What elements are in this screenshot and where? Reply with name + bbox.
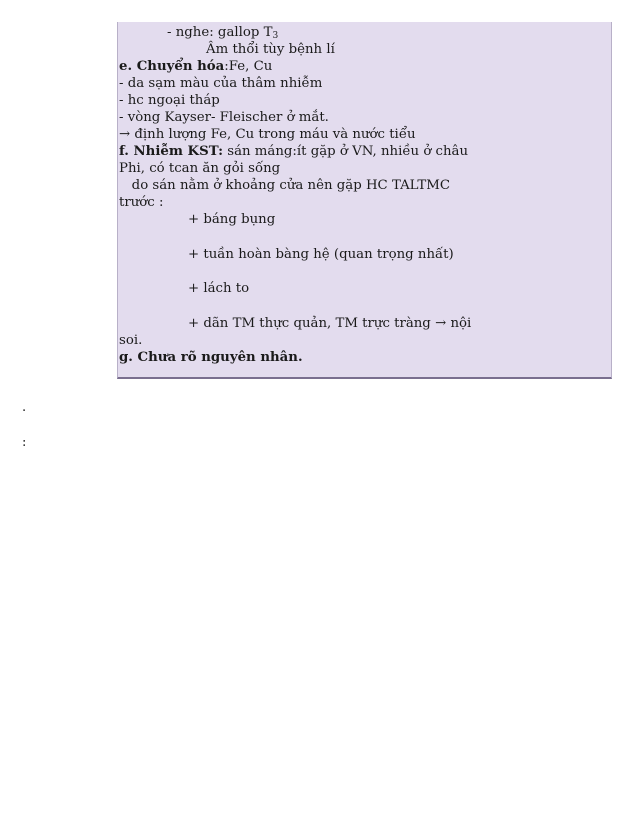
stray-colon: :	[22, 435, 27, 450]
line-spleen: + lách to	[188, 281, 250, 296]
line-metabolic	[119, 58, 272, 75]
metabolic-rest: :Fe, Cu	[224, 59, 273, 74]
stray-dot: .	[22, 400, 27, 415]
metabolic-heading: e. Chuyển hóa	[119, 59, 225, 74]
line-ascites: + báng bụng	[188, 212, 276, 227]
line-unknown-cause: g. Chưa rõ nguyên nhân.	[119, 350, 303, 365]
arrow-icon: →	[119, 127, 131, 142]
parasite-heading: f. Nhiễm KST:	[119, 144, 224, 159]
line-portal: do sán nằm ở khoảng cửa nên gặp HC TALTMC	[119, 178, 451, 193]
line-africa: Phi, có tcan ăn gỏi sống	[119, 161, 281, 176]
line-quantify	[119, 126, 416, 143]
line-skin: - da sạm màu của thâm nhiễm	[119, 76, 323, 91]
line-murmur: Âm thổi tùy bệnh lí	[206, 42, 335, 57]
varices-end: nội	[446, 316, 472, 331]
line-before: trước :	[119, 195, 164, 210]
arrow-icon: →	[435, 316, 447, 331]
line-kayser: - vòng Kayser- Fleischer ở mắt.	[119, 110, 329, 125]
line-endoscopy: soi.	[119, 333, 143, 348]
line-parasite	[119, 143, 468, 160]
quantify-text: định lượng Fe, Cu trong máu và nước tiểu	[130, 127, 416, 142]
line-gallop-subscript: 3	[272, 31, 279, 41]
content-box	[117, 22, 612, 379]
line-gallop-text: - nghe: gallop T	[167, 25, 273, 40]
line-collateral: + tuần hoàn bàng hệ (quan trọng nhất)	[188, 247, 454, 262]
varices-text: + dãn TM thực quản, TM trực tràng	[188, 316, 436, 331]
line-extrapyramidal: - hc ngoại tháp	[119, 93, 220, 108]
line-varices	[188, 315, 471, 332]
parasite-rest: sán máng:ít gặp ở VN, nhiều ở châu	[223, 144, 469, 159]
